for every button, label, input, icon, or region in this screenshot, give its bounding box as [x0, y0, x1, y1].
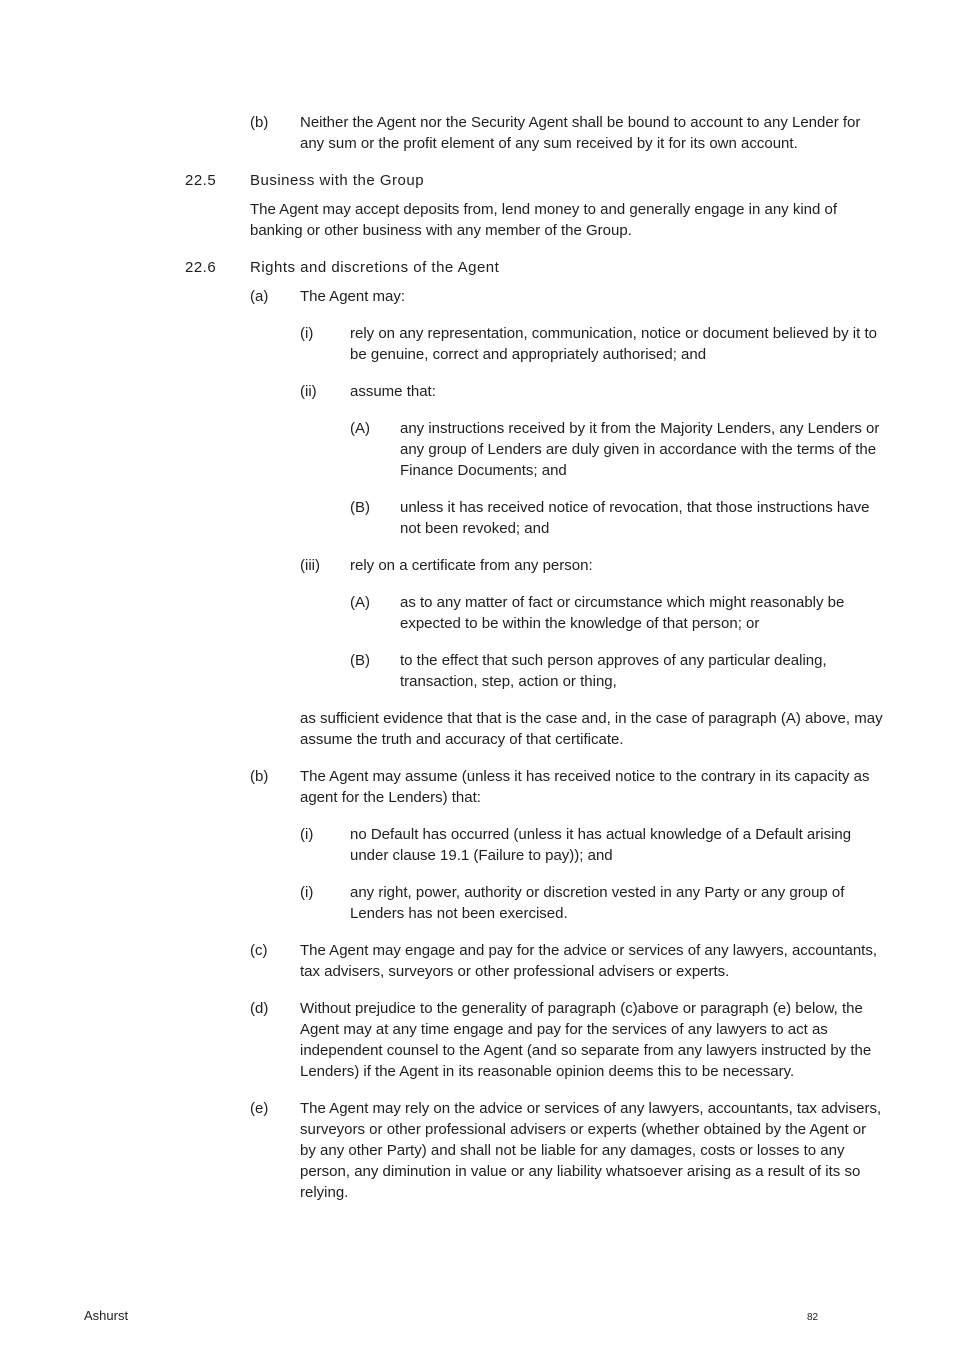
item-text: rely on any representation, communication, notice or document believed by it to be genuine, correct and appropriately authorised; and — [350, 325, 877, 363]
item-text: no Default has occurred (unless it has actual knowledge of a Default arising under clause 19.1 (Failure to pay)); and — [350, 826, 852, 864]
item-text: The Agent may rely on the advice or services of any lawyers, accountants, tax advisers, surveyors or other professional advisers or experts (whether obtained by the Agent or by any other Party) and shall not be liable for any damages, costs or losses to any person, any diminution in value or any liability whatsoever arising as a result of its so relying. — [300, 1100, 882, 1201]
item-text: unless it has received notice of revocation, that those instructions have not been revoked; and — [400, 499, 870, 537]
section-title: Rights and discretions of the Agent — [250, 259, 500, 276]
item-text: rely on a certificate from any person: — [350, 557, 593, 574]
item-text: assume that: — [350, 383, 436, 400]
clause-number: 22.6 — [185, 259, 217, 276]
list-item — [300, 555, 883, 576]
page-footer — [0, 1306, 965, 1346]
item-label: (b) — [250, 768, 269, 785]
item-label: (i) — [300, 884, 314, 901]
list-item — [300, 824, 883, 866]
item-text: Neither the Agent nor the Security Agent shall be bound to account to any Lender for any sum or the profit element of any sum received by it for its own account. — [300, 114, 861, 152]
item-text: any right, power, authority or discretion vested in any Party or any group of Lenders has not been exercised. — [350, 884, 845, 922]
item-label: (iii) — [300, 557, 320, 574]
item-label: (d) — [250, 1000, 269, 1017]
list-item — [250, 766, 883, 808]
item-text: Without prejudice to the generality of paragraph (c)above or paragraph (e) below, the Agent may at any time engage and pay for the services of any lawyers to act as independent counsel to the Agent (and so separate from any lawyers instructed by the Lenders) if the Agent in its reasonable opinion deems this to be necessary. — [300, 1000, 872, 1080]
item-text: as sufficient evidence that that is the case and, in the case of paragraph (A) above, may assume the truth and accuracy of that certificate. — [300, 710, 883, 748]
list-item — [250, 998, 883, 1082]
list-item — [350, 592, 883, 634]
list-item — [250, 940, 883, 982]
item-text: The Agent may accept deposits from, lend money to and generally engage in any kind of banking or other business with any member of the Group. — [250, 201, 838, 239]
item-text: The Agent may engage and pay for the advice or services of any lawyers, accountants, tax advisers, surveyors or other professional advisers or experts. — [300, 942, 877, 980]
item-text: The Agent may assume (unless it has received notice to the contrary in its capacity as agent for the Lenders) that: — [300, 768, 870, 806]
footer-page-number: 82 — [807, 1312, 819, 1323]
list-item — [350, 418, 883, 481]
section-title: Business with the Group — [250, 172, 425, 189]
flow-paragraph — [300, 708, 883, 750]
item-text: The Agent may: — [300, 288, 406, 305]
list-item — [250, 112, 883, 154]
item-label: (A) — [350, 594, 370, 611]
item-text: to the effect that such person approves of any particular dealing, transaction, step, action or thing, — [400, 652, 827, 690]
item-label: (c) — [250, 942, 268, 959]
item-label: (A) — [350, 420, 370, 437]
item-label: (b) — [250, 114, 269, 131]
list-item — [250, 1098, 883, 1203]
item-label: (e) — [250, 1100, 269, 1117]
item-label: (B) — [350, 652, 370, 669]
section-heading — [185, 257, 883, 278]
item-text: as to any matter of fact or circumstance which might reasonably be expected to be within the knowledge of that person; or — [400, 594, 845, 632]
footer-firm-name: Ashurst — [84, 1308, 129, 1323]
list-item — [300, 882, 883, 924]
item-label: (ii) — [300, 383, 317, 400]
list-item — [300, 381, 883, 402]
list-item — [300, 323, 883, 365]
item-label: (i) — [300, 325, 314, 342]
list-item — [350, 650, 883, 692]
section-heading — [185, 170, 883, 191]
item-text: any instructions received by it from the Majority Lenders, any Lenders or any group of Lenders are duly given in accordance with the terms of the Finance Documents; and — [400, 420, 880, 479]
list-item — [250, 286, 883, 307]
clause-number: 22.5 — [185, 172, 217, 189]
item-label: (a) — [250, 288, 269, 305]
item-label: (i) — [300, 826, 314, 843]
flow-paragraph — [250, 199, 883, 241]
item-label: (B) — [350, 499, 370, 516]
list-item — [350, 497, 883, 539]
